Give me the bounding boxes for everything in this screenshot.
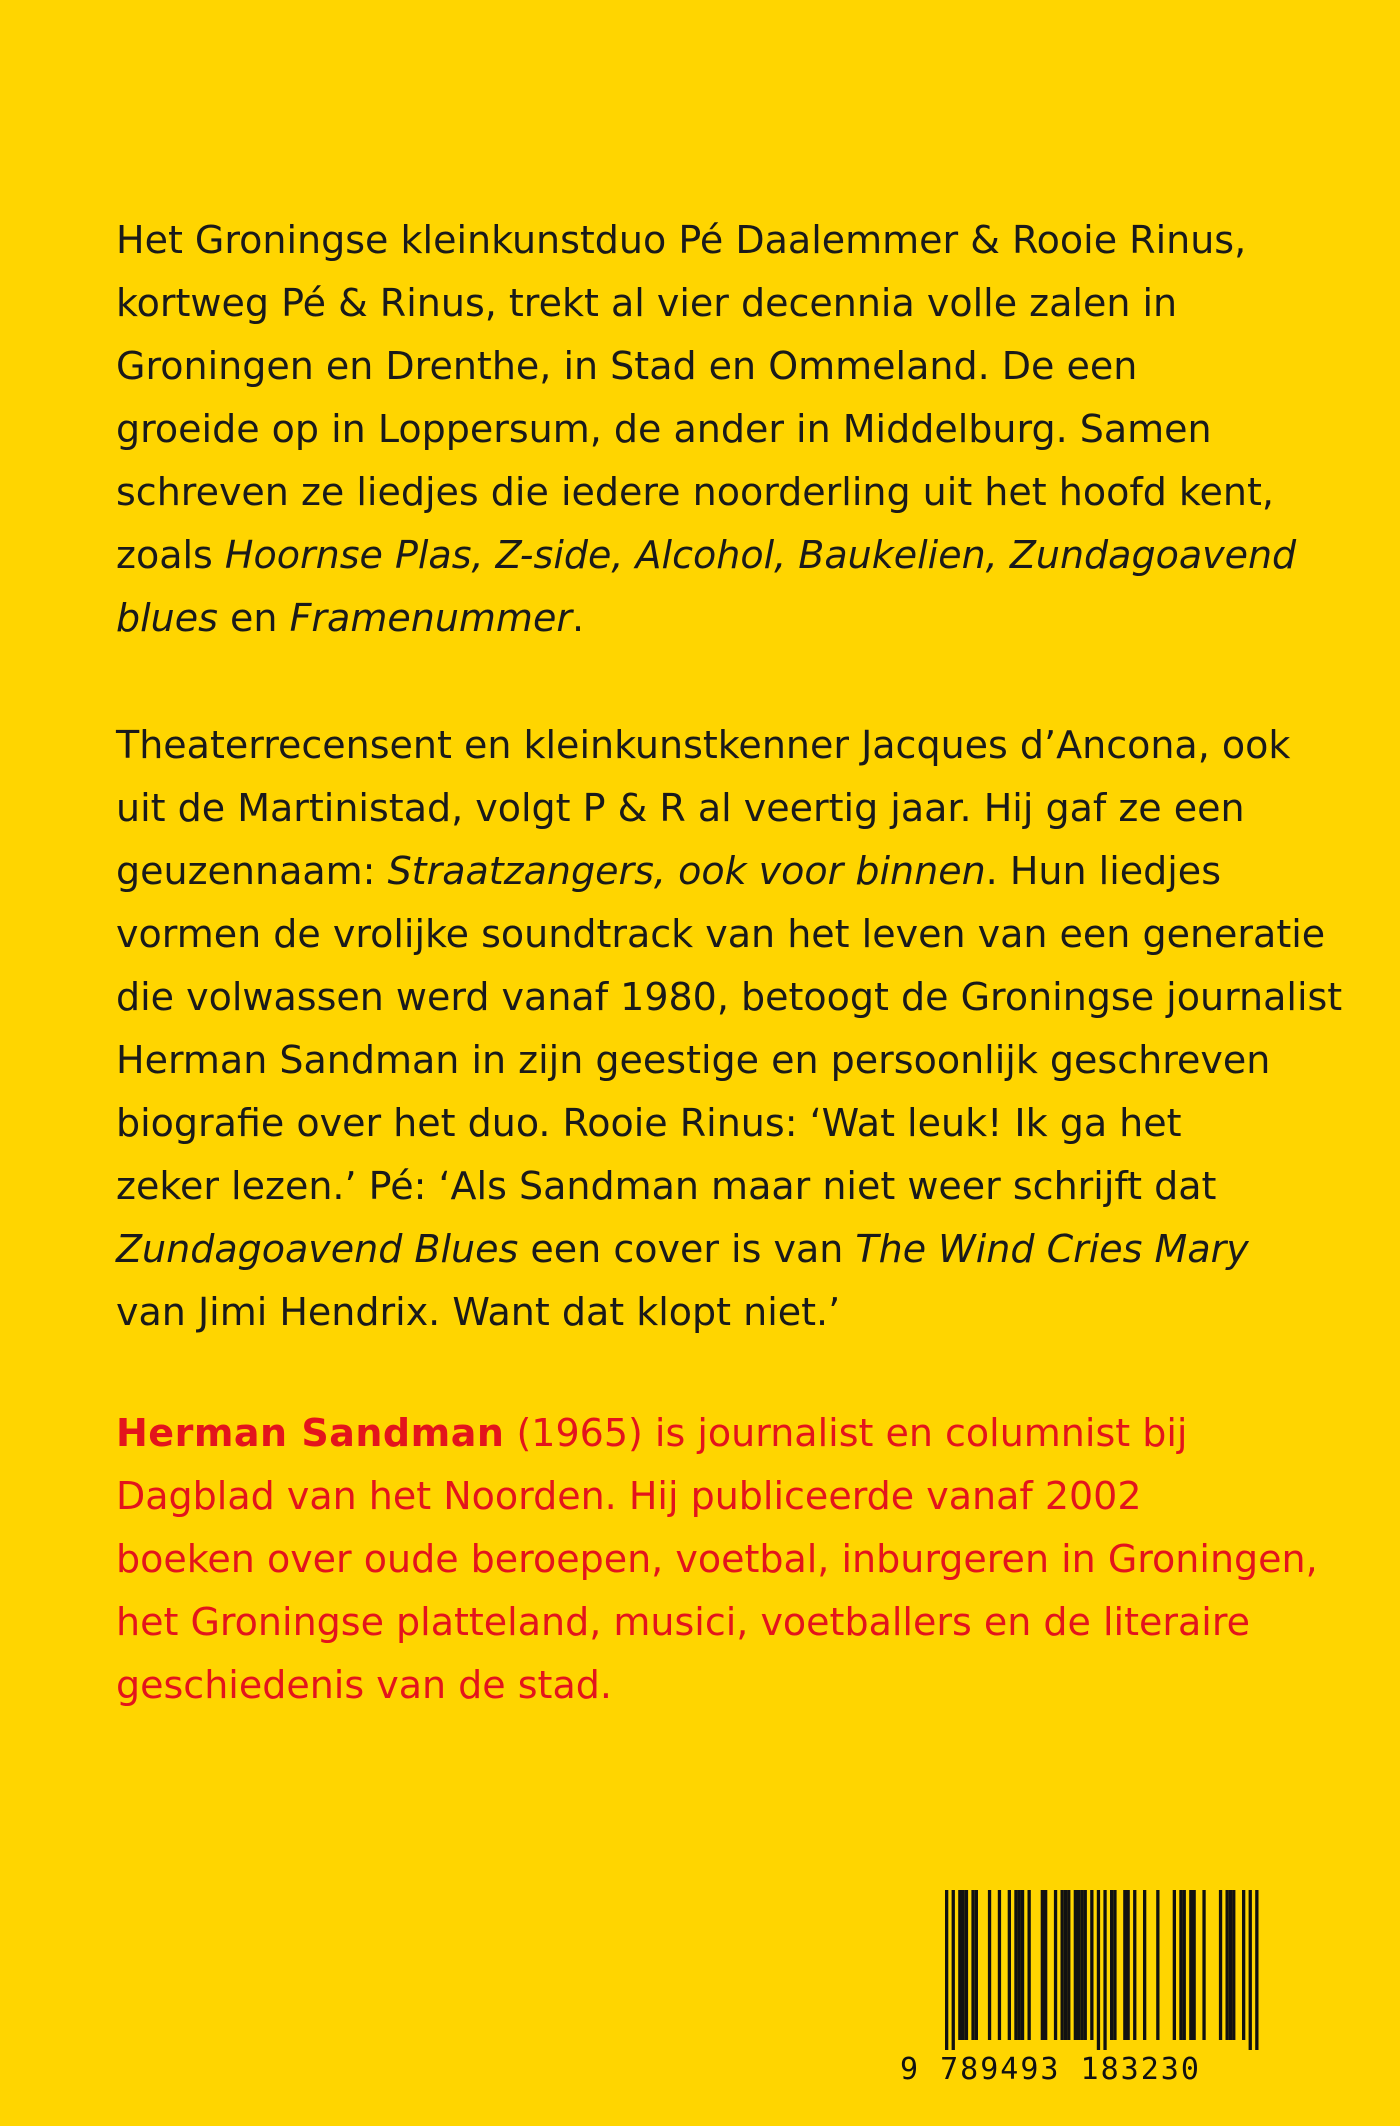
barcode-bar (1255, 1890, 1258, 2050)
text-line: zeker lezen.’ Pé: ‘Als Sandman maar niet weer schrijft dat (116, 1164, 1217, 1208)
barcode-bar (1189, 1890, 1192, 2040)
song-title: blues (116, 596, 218, 640)
barcode-bar (1179, 1890, 1182, 2040)
text-line (116, 524, 1316, 587)
barcode-bar (952, 1890, 955, 2050)
barcode-bar (1021, 1890, 1024, 2040)
barcode-bars (900, 1890, 1290, 2050)
barcode-bar (962, 1890, 965, 2040)
barcode (900, 1890, 1290, 2090)
barcode-bar (1219, 1890, 1222, 2040)
text-line (116, 1402, 1316, 1465)
barcode-bar (1123, 1890, 1126, 2040)
barcode-bar (1229, 1890, 1232, 2040)
barcode-bar (1084, 1890, 1087, 2040)
text-line: die volwassen werd vanaf 1980, betoogt de Groningse journalist (116, 975, 1343, 1019)
song-title: Framenummer (289, 596, 572, 640)
text-line: groeide op in Loppersum, de ander in Middelburg. Samen (116, 407, 1212, 451)
barcode-bar (958, 1890, 961, 2040)
barcode-bar (1110, 1890, 1113, 2040)
blurb-paragraph-2 (116, 714, 1343, 1344)
text-segment: . Hun liedjes (985, 849, 1221, 893)
song-titles: Hoornse Plas, Z-side, Alcohol, Baukelien, Zundagoavend (224, 533, 1297, 577)
text-segment: geuzennaam: (116, 849, 388, 893)
barcode-bar (1077, 1890, 1080, 2040)
song-title: The Wind Cries Mary (855, 1227, 1249, 1271)
blurb-paragraph-1 (116, 209, 1316, 650)
barcode-bar (1249, 1890, 1252, 2050)
author-name: Herman Sandman (116, 1411, 505, 1455)
text-line: boeken over oude beroepen, voetbal, inburgeren in Groningen, (116, 1537, 1318, 1581)
barcode-bar (1202, 1890, 1205, 2040)
text-line: Dagblad van het Noorden. Hij publiceerde vanaf 2002 (116, 1474, 1142, 1518)
barcode-bar (965, 1890, 968, 2040)
barcode-bar (1054, 1890, 1057, 2040)
barcode-bar (1113, 1890, 1116, 2040)
barcode-bar (1143, 1890, 1146, 2040)
barcode-number: 9 789493 183230 (900, 2052, 1201, 2087)
barcode-bar (1074, 1890, 1077, 2040)
barcode-bar (1008, 1890, 1011, 2040)
nickname: Straatzangers, ook voor binnen (387, 849, 986, 893)
text-line: uit de Martinistad, volgt P & R al veertig jaar. Hij gaf ze een (116, 786, 1245, 830)
text-line: Groningen en Drenthe, in Stad en Ommeland. De een (116, 344, 1138, 388)
barcode-bar (1156, 1890, 1159, 2040)
barcode-bar (1061, 1890, 1064, 2040)
barcode-bar (1067, 1890, 1070, 2040)
barcode-bar (1090, 1890, 1093, 2040)
barcode-bar (945, 1890, 948, 2050)
text-segment: zoals (116, 533, 225, 577)
barcode-bar (1242, 1890, 1245, 2040)
text-line (116, 1218, 1316, 1281)
text-line: van Jimi Hendrix. Want dat klopt niet.’ (116, 1290, 841, 1334)
text-segment: . (571, 596, 585, 640)
barcode-bar (1044, 1890, 1047, 2040)
barcode-bar (998, 1890, 1001, 2040)
text-line: het Groningse platteland, musici, voetballers en de literaire (116, 1600, 1251, 1644)
song-title: Zundagoavend Blues (116, 1227, 519, 1271)
barcode-bar (1133, 1890, 1136, 2040)
text-line: Herman Sandman in zijn geestige en persoonlijk geschreven (116, 1038, 1271, 1082)
text-segment: (1965) is journalist en columnist bij (504, 1411, 1188, 1455)
barcode-bar (1041, 1890, 1044, 2040)
text-line: Theaterrecensent en kleinkunstkenner Jacques d’Ancona, ook (116, 723, 1291, 767)
barcode-bar (971, 1890, 974, 2040)
barcode-bar (1014, 1890, 1017, 2040)
text-line: schreven ze liedjes die iedere noorderling uit het hoofd kent, (116, 470, 1274, 514)
barcode-bar (1183, 1890, 1186, 2040)
barcode-bar (1028, 1890, 1031, 2040)
text-segment: en (217, 596, 290, 640)
text-line: Het Groningse kleinkunstduo Pé Daalemmer & Rooie Rinus, (116, 218, 1247, 262)
barcode-bar (1080, 1890, 1083, 2040)
barcode-bar (988, 1890, 991, 2040)
barcode-bar (1097, 1890, 1100, 2050)
barcode-bar (975, 1890, 978, 2040)
barcode-bar (1103, 1890, 1106, 2050)
barcode-bar (1232, 1890, 1235, 2040)
text-line (116, 587, 1316, 650)
barcode-bar (1018, 1890, 1021, 2040)
barcode-bar (1064, 1890, 1067, 2040)
text-line: geschiedenis van de stad. (116, 1663, 612, 1707)
author-bio (116, 1402, 1316, 1717)
barcode-bar (1127, 1890, 1130, 2040)
barcode-bar (1226, 1890, 1229, 2040)
barcode-bar (1193, 1890, 1196, 2040)
text-line (116, 840, 1316, 903)
text-line: biografie over het duo. Rooie Rinus: ‘Wat leuk! Ik ga het (116, 1101, 1182, 1145)
text-line: vormen de vrolijke soundtrack van het leven van een generatie (116, 912, 1326, 956)
text-segment: een cover is van (518, 1227, 856, 1271)
text-line: kortweg Pé & Rinus, trekt al vier decennia volle zalen in (116, 281, 1178, 325)
barcode-bar (1173, 1890, 1176, 2040)
